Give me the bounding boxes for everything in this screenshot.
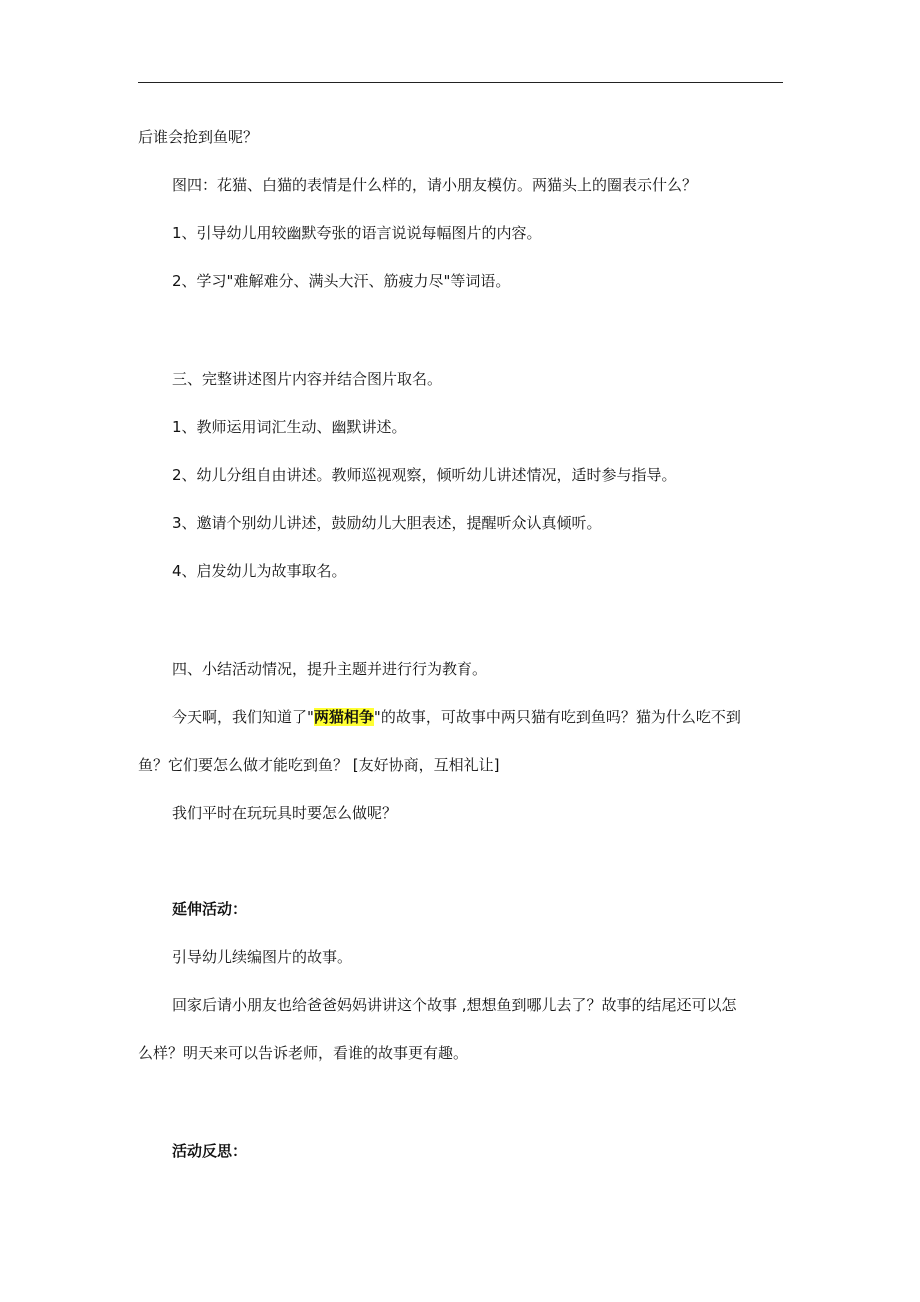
text-line: 后谁会抢到鱼呢？: [138, 128, 259, 146]
text-line: 3、邀请个别幼儿讲述，鼓励幼儿大胆表述，提醒听众认真倾听。: [172, 514, 602, 532]
text-line: 么样？明天来可以告诉老师，看谁的故事更有趣。: [138, 1044, 469, 1062]
text-line: 图四：花猫、白猫的表情是什么样的，请小朋友模仿。两猫头上的圈表示什么？: [172, 176, 698, 194]
section-heading-extension: 延伸活动：: [172, 900, 248, 918]
text-line: 4、启发幼儿为故事取名。: [172, 562, 347, 580]
text-line: 2、幼儿分组自由讲述。教师巡视观察，倾听幼儿讲述情况，适时参与指导。: [172, 466, 677, 484]
header-rule: [138, 82, 783, 83]
highlighted-title: 两猫相争: [313, 708, 374, 726]
section-heading: 四、小结活动情况，提升主题并进行行为教育。: [172, 660, 488, 678]
section-heading-reflection: 活动反思：: [172, 1142, 248, 1160]
text-line: 1、教师运用词汇生动、幽默讲述。: [172, 418, 407, 436]
text-line: [172, 706, 741, 728]
text-run: "的故事，可故事中两只猫有吃到鱼吗？猫为什么吃不到: [373, 708, 741, 726]
text-line: 回家后请小朋友也给爸爸妈妈讲讲这个故事 ,想想鱼到哪儿去了？故事的结尾还可以怎: [172, 996, 737, 1014]
text-line: 我们平时在玩玩具时要怎么做呢？: [172, 804, 398, 822]
text-run: 今天啊，我们知道了": [172, 708, 314, 726]
section-heading: 三、完整讲述图片内容并结合图片取名。: [172, 370, 443, 388]
text-line: 2、学习"难解难分、满头大汗、筋疲力尽"等词语。: [172, 272, 511, 290]
text-line: 1、引导幼儿用较幽默夸张的语言说说每幅图片的内容。: [172, 224, 542, 242]
text-line: 鱼？它们要怎么做才能吃到鱼？ [友好协商，互相礼让]: [138, 756, 500, 774]
text-line: 引导幼儿续编图片的故事。: [172, 948, 353, 966]
